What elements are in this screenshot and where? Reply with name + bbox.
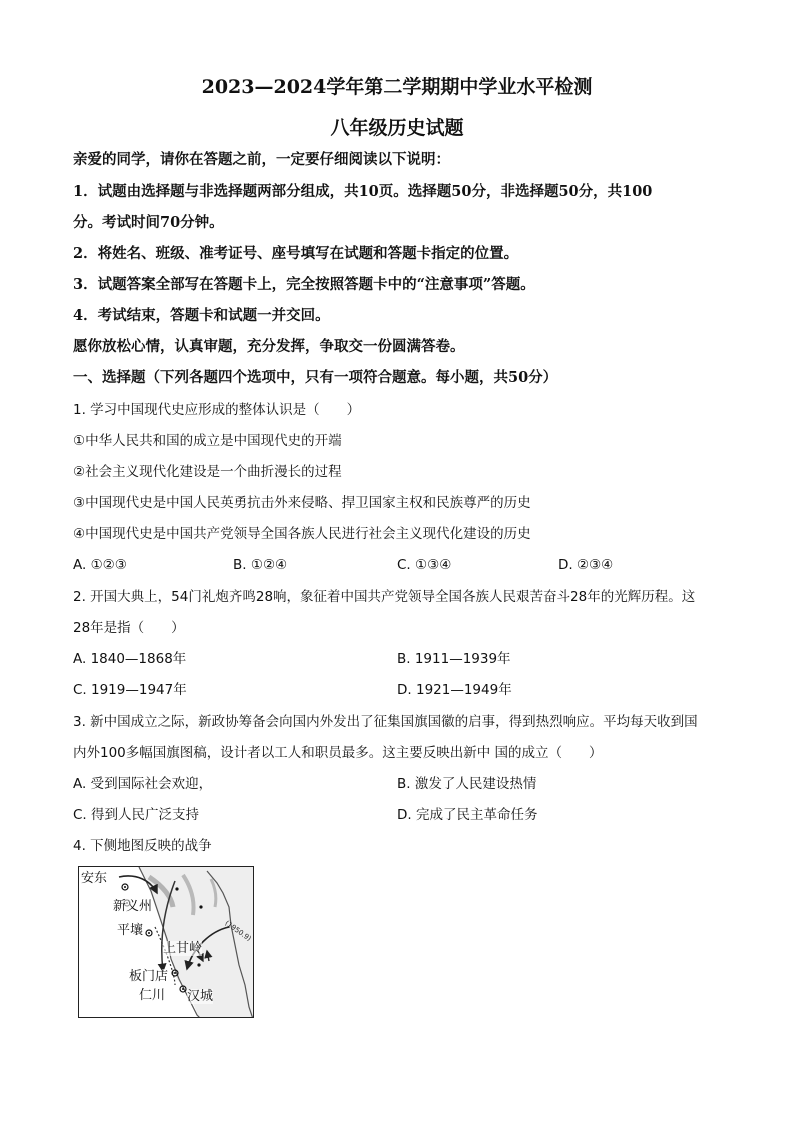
question-1-stem: 1. 学习中国现代史应形成的整体认识是（ ） bbox=[73, 402, 361, 418]
map-label-sinuiju: 新义州 bbox=[113, 899, 153, 914]
question-2-stem-cont: 28年是指（ ） bbox=[73, 620, 185, 636]
question-2-option-d: D. 1921—1949年 bbox=[397, 682, 512, 698]
map-date-label: (1950.9) bbox=[223, 919, 253, 943]
question-3-option-c: C. 得到人民广泛支持 bbox=[73, 807, 200, 823]
question-1-option-a: A. ①②③ bbox=[73, 557, 127, 573]
instruction-item-3: 3．试题答案全部写在答题卡上，完全按照答题卡中的“注意事项”答题。 bbox=[73, 276, 535, 293]
question-2-option-c: C. 1919—1947年 bbox=[73, 682, 187, 698]
instruction-item-1: 1．试题由选择题与非选择题两部分组成，共10页。选择题50分，非选择题50分，共100 bbox=[73, 183, 653, 200]
map-label-seoul: 汉城 bbox=[187, 989, 214, 1004]
korean-war-map bbox=[78, 866, 254, 1018]
map-label-shangganling: 上甘岭 bbox=[163, 941, 203, 956]
question-3-stem: 3. 新中国成立之际，新政协筹备会向国内外发出了征集国旗国徽的启事，得到热烈响应。平均每天收到国 bbox=[73, 714, 698, 730]
map-label-andong: 安东 bbox=[81, 871, 108, 886]
question-1-statement-3: ③中国现代史是中国人民英勇抗击外来侵略、捍卫国家主权和民族尊严的历史 bbox=[73, 495, 531, 511]
map-label-panmunjom: 板门店 bbox=[129, 969, 169, 984]
question-3-option-d: D. 完成了民主革命任务 bbox=[397, 807, 538, 823]
question-2-option-a: A. 1840—1868年 bbox=[73, 651, 187, 667]
instructions-greeting: 亲爱的同学，请你在答题之前，一定要仔细阅读以下说明： bbox=[73, 151, 450, 168]
instructions-wish: 愿你放松心情，认真审题，充分发挥，争取交一份圆满答卷。 bbox=[73, 338, 465, 355]
exam-subtitle: 八年级历史试题 bbox=[330, 117, 464, 139]
question-1-option-d: D. ②③④ bbox=[558, 557, 614, 573]
question-3-option-b: B. 激发了人民建设热情 bbox=[397, 776, 537, 792]
question-3-stem-cont: 内外100多幅国旗图稿，设计者以工人和职员最多。这主要反映出新中 国的成立（ ） bbox=[73, 745, 603, 761]
instruction-item-1-cont: 分。考试时间70分钟。 bbox=[73, 214, 224, 231]
question-1-statement-4: ④中国现代史是中国共产党领导全国各族人民进行社会主义现代化建设的历史 bbox=[73, 526, 531, 542]
question-1-statement-1: ①中华人民共和国的成立是中国现代史的开端 bbox=[73, 433, 342, 449]
section-heading: 一、选择题（下列各题四个选项中，只有一项符合题意。每小题，共50分） bbox=[73, 369, 558, 386]
question-1-statement-2: ②社会主义现代化建设是一个曲折漫长的过程 bbox=[73, 464, 342, 480]
map-label-incheon: 仁川 bbox=[139, 988, 166, 1003]
question-2-stem: 2. 开国大典上，54门礼炮齐鸣28响，象征着中国共产党领导全国各族人民艰苦奋斗28年的光辉历程。这 bbox=[73, 589, 696, 605]
question-2-option-b: B. 1911—1939年 bbox=[397, 651, 511, 667]
map-label-pyongyang: 平壤 bbox=[117, 923, 144, 938]
question-1-option-c: C. ①③④ bbox=[397, 557, 452, 573]
question-3-option-a: A. 受到国际社会欢迎， bbox=[73, 776, 213, 792]
question-4-stem: 4. 下侧地图反映的战争 bbox=[73, 838, 212, 854]
exam-title: 2023—2024学年第二学期期中学业水平检测 bbox=[201, 76, 593, 98]
instruction-item-4: 4．考试结束，答题卡和试题一并交回。 bbox=[73, 307, 330, 324]
question-1-option-b: B. ①②④ bbox=[233, 557, 288, 573]
instruction-item-2: 2．将姓名、班级、准考证号、座号填写在试题和答题卡指定的位置。 bbox=[73, 245, 519, 262]
